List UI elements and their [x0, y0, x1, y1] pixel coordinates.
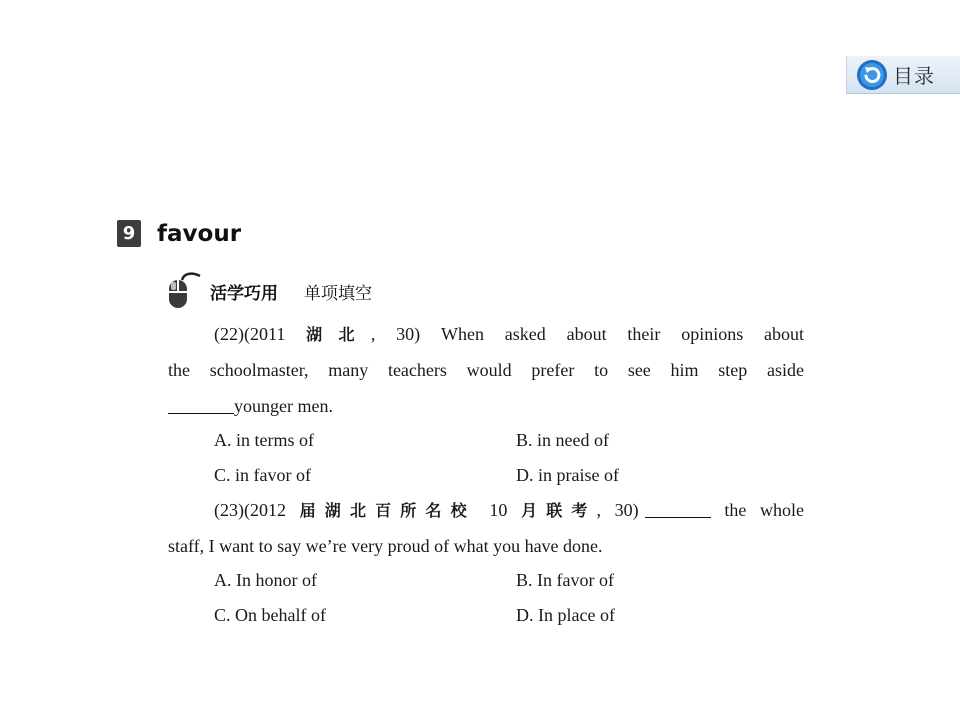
q23-stem-line-2: staff, I want to say we’re very proud of what you have done. — [168, 536, 603, 556]
section-word: favour — [157, 220, 242, 247]
q22-stem-part1: When asked about their opinions about — [440, 324, 805, 344]
q23-option-a: A. In honor of — [214, 570, 317, 590]
q22-source-close: , 30) — [370, 324, 421, 344]
q22-line-1 — [168, 322, 804, 347]
q23-source-month: 10 — [475, 500, 522, 520]
q23-source-close: , 30) — [596, 500, 639, 520]
q22-option-d: D. in praise of — [516, 465, 619, 485]
sub-label: 活学巧用 — [210, 283, 278, 304]
section-heading — [117, 220, 241, 247]
answer-blank — [168, 395, 234, 414]
q22-stem-line-2: the schoolmaster, many teachers would prefer to see him step aside — [168, 360, 804, 380]
mouse-icon — [166, 270, 202, 312]
q22-option-a: A. in terms of — [214, 430, 314, 450]
q23-source-open: (2012 — [244, 500, 300, 520]
q23-source-school: 届湖北百所名校 — [299, 501, 476, 520]
q22-source-region: 湖北 — [306, 325, 371, 344]
q23-option-b: B. In favor of — [516, 570, 614, 590]
q22-source-open: (2011 — [244, 324, 307, 344]
q22-stem-part3: younger men. — [234, 396, 333, 416]
section-number-badge: 9 — [117, 220, 141, 247]
toc-button[interactable] — [846, 56, 960, 94]
exercise-subheading — [166, 270, 372, 312]
circular-arrow-icon — [855, 58, 889, 92]
q22-option-b: B. in need of — [516, 430, 609, 450]
q22-option-c: C. in favor of — [214, 465, 311, 485]
q22-number: (22) — [214, 324, 244, 344]
q23-stem-part1: the whole — [724, 500, 804, 520]
sub-type: 单项填空 — [304, 283, 372, 304]
q23-option-c: C. On behalf of — [214, 605, 326, 625]
q23-line-1 — [168, 498, 804, 523]
answer-blank — [645, 499, 711, 518]
toc-label: 目录 — [893, 64, 935, 88]
q23-option-d: D. In place of — [516, 605, 615, 625]
q23-number: (23) — [214, 500, 244, 520]
q23-source-exam: 月联考 — [521, 501, 597, 520]
q22-line-3 — [168, 394, 333, 418]
